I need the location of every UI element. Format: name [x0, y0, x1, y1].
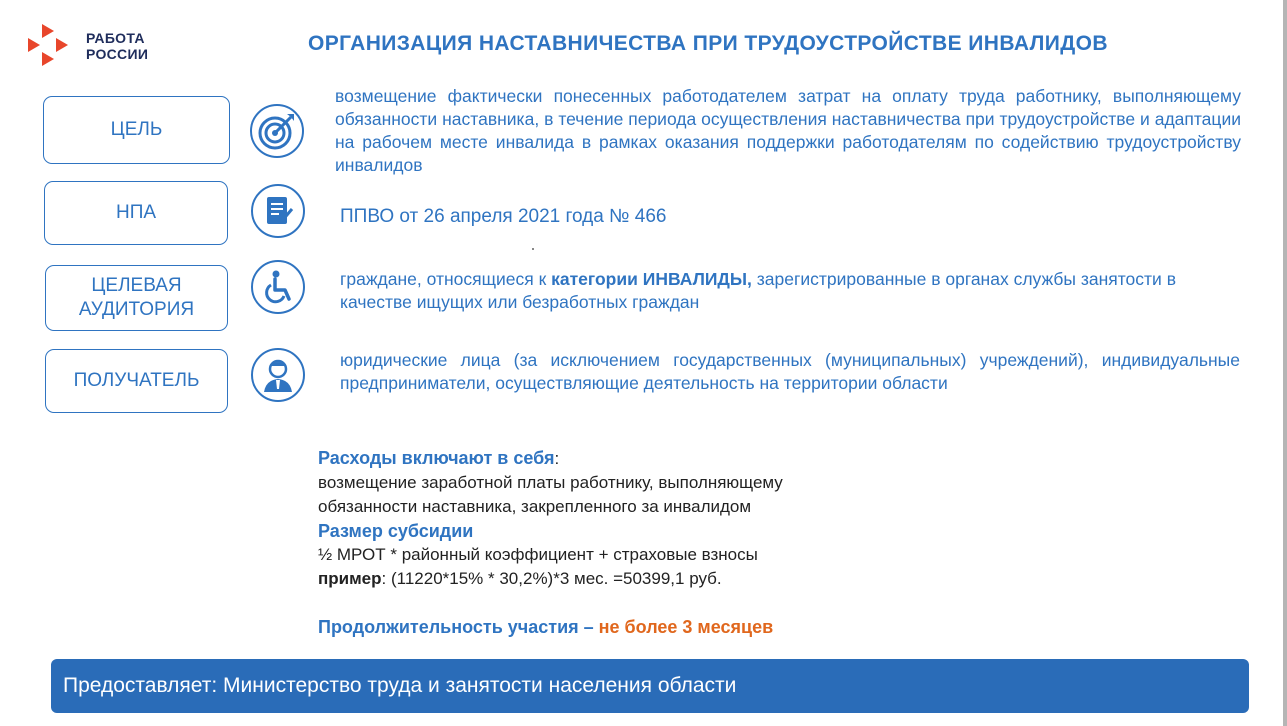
- duration-label: Продолжительность участия –: [318, 617, 599, 637]
- logo-arrows-icon: [26, 22, 82, 74]
- audience-text-before: граждане, относящиеся к: [340, 269, 552, 289]
- spacer: [318, 591, 938, 615]
- audience-label-line-2: АУДИТОРИЯ: [78, 299, 195, 320]
- goal-description: возмещение фактически понесенных работодателем затрат на оплату труда работнику, выполняющему обязанности наставника, в течение периода осуществления наставничества при трудоустройстве и адаптации на рабочем месте инвалида в рамках оказания поддержки работодателям по содействию трудоустройству инвалидов: [335, 86, 1241, 175]
- subsidy-formula: ½ МРОТ * районный коэффициент + страховые взносы: [318, 545, 758, 564]
- goal-label: ЦЕЛЬ: [110, 119, 163, 140]
- recipient-label: ПОЛУЧАТЕЛЬ: [73, 370, 200, 391]
- expenses-heading: Расходы включают в себя: [318, 448, 555, 468]
- provider-text: Предоставляет: Министерство труда и занятости населения области: [63, 674, 737, 697]
- audience-text-after: зарегистрированные в органах службы занятости в качестве ищущих или безработных граждан: [340, 269, 1176, 312]
- provider-banner: [51, 659, 1249, 713]
- right-edge-shadow: [1283, 0, 1287, 726]
- recipient-description: юридические лица (за исключением государственных (муниципальных) учреждений), индивидуальные предприниматели, осуществляющие деятельность на территории области: [340, 350, 1240, 393]
- subsidy-example-value: : (11220*15% * 30,2%)*3 мес. =50399,1 руб.: [381, 569, 722, 588]
- subsidy-example-label: пример: [318, 569, 382, 588]
- details-block: [318, 446, 938, 640]
- page-title: ОРГАНИЗАЦИЯ НАСТАВНИЧЕСТВА ПРИ ТРУДОУСТРОЙСТВЕ ИНВАЛИДОВ: [308, 32, 1108, 55]
- audience-text-bold: категории ИНВАЛИДЫ,: [551, 269, 752, 289]
- expenses-heading-row: [318, 446, 938, 471]
- target-icon: [250, 104, 304, 158]
- npa-label: НПА: [115, 202, 157, 223]
- logo-line-2: РОССИИ: [86, 46, 149, 62]
- duration-value: не более 3 месяцев: [598, 617, 774, 637]
- goal-label-box: [43, 96, 230, 164]
- duration-row: [318, 615, 938, 640]
- expenses-line-2: обязанности наставника, закрепленного за инвалидом: [318, 497, 752, 516]
- recipient-label-box: [45, 349, 228, 413]
- stray-dot: [532, 248, 534, 250]
- expenses-heading-colon: :: [554, 449, 560, 468]
- subsidy-example-row: [318, 567, 938, 591]
- npa-label-box: [44, 181, 228, 245]
- person-icon: [251, 348, 305, 402]
- audience-description: [340, 268, 1220, 314]
- logo-wordmark: [86, 30, 148, 62]
- expenses-line-1: возмещение заработной платы работнику, выполняющему: [318, 473, 783, 492]
- audience-label-box: [45, 265, 228, 331]
- audience-label-line-1: ЦЕЛЕВАЯ: [91, 275, 182, 296]
- document-icon: [251, 184, 305, 238]
- subsidy-heading: Размер субсидии: [318, 521, 474, 541]
- logo-line-1: РАБОТА: [86, 30, 145, 46]
- wheelchair-icon: [251, 260, 305, 314]
- npa-description: ППВО от 26 апреля 2021 года № 466: [340, 206, 667, 227]
